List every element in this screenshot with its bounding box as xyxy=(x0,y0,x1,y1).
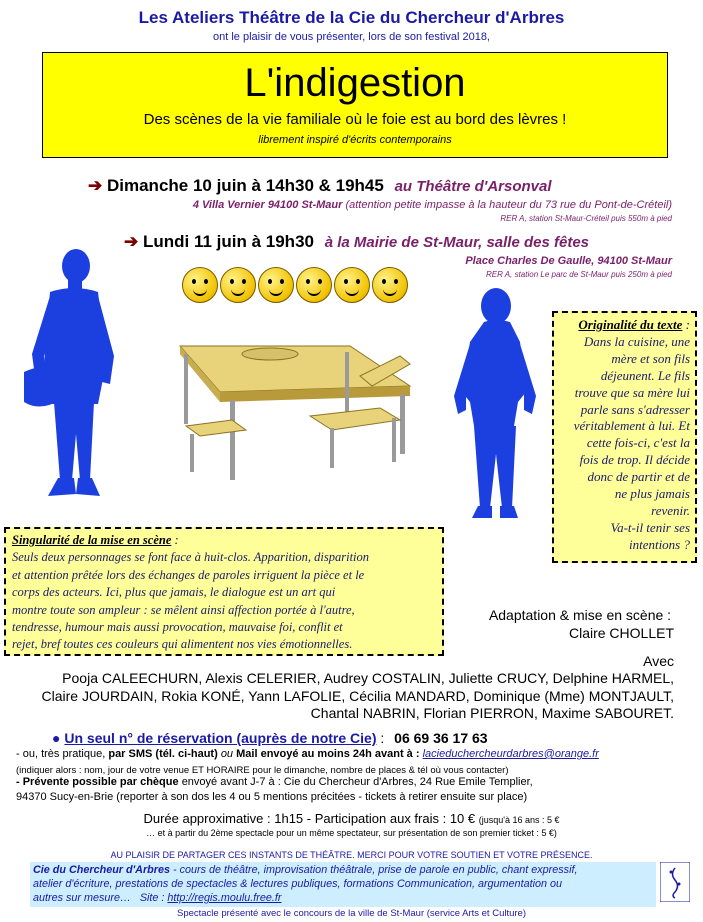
cie-name: Cie du Chercheur d'Arbres xyxy=(33,864,170,876)
event2-rer-label: RER A, xyxy=(485,270,513,279)
reservation-label: Un seul n° de réservation (auprès de notre Cie) xyxy=(64,730,377,746)
company-logo-icon xyxy=(660,862,690,902)
singularity-line: montre toute son ampleur : se mêlent ainsi affection portée à l'autre, xyxy=(12,602,355,617)
event2-venue: à la Mairie de St-Maur, salle des fêtes xyxy=(324,234,589,251)
reservation-phone[interactable]: 06 69 36 17 63 xyxy=(394,730,488,746)
sms-prefix: - ou, très pratique, xyxy=(16,748,106,760)
originality-line: donc de partir et de xyxy=(587,469,690,485)
event1-rer-label: RER A, xyxy=(500,214,527,223)
email-link[interactable]: lacieduchercheurdarbres@orange.fr xyxy=(422,748,599,760)
second-show-note: … et à partir du 2ème spectacle pour un même spectateur, sur présentation de son premier ticket : 5 €) xyxy=(146,828,557,838)
event1-rer-text: station St-Maur-Créteil puis 550m à pied xyxy=(528,214,672,223)
originality-line: ne plus jamais xyxy=(614,486,690,502)
singularity-line: et attention prêtée lors des échanges de paroles irriguent la pièce et le xyxy=(12,567,365,582)
sms-label: par SMS (tél. ci-haut) xyxy=(108,748,218,760)
originality-heading: Originalité du texte xyxy=(578,317,683,332)
table-chairs-image xyxy=(160,296,430,486)
originality-line: déjeunent. Le fils xyxy=(600,367,690,383)
cie-line3: autres sur mesure… xyxy=(33,892,131,904)
man-silhouette-icon xyxy=(14,244,124,514)
originality-colon: : xyxy=(682,317,690,332)
duration-price: Durée approximative : 1h15 - Participation aux frais : 10 € xyxy=(143,811,476,826)
originality-line: mère et son fils xyxy=(611,350,690,366)
play-subtitle: Des scènes de la vie familiale où le foie est au bord des lèvres ! xyxy=(143,111,567,128)
company-heading: Les Ateliers Théâtre de la Cie du Chercheur d'Arbres xyxy=(138,8,565,27)
cast-line: Chantal NABRIN, Florian PIERRON, Maxime SABOURET. xyxy=(310,705,674,721)
originality-line: trouve que sa mère lui xyxy=(574,384,690,400)
cheque-address: envoyé avant J-7 à : Cie du Chercheur d'Arbres, 24 Rue Emile Templier, xyxy=(181,776,533,788)
originality-line: cette fois-ci, c'est la xyxy=(586,435,690,451)
reservation-instructions: (indiquer alors : nom, jour de votre venue ET HORAIRE pour le dimanche, nombre de places & tél où vous contacter) xyxy=(16,765,509,776)
singularity-colon: : xyxy=(171,533,179,547)
cheque-line xyxy=(16,776,690,788)
arrow-right-icon: ➔ xyxy=(124,232,139,251)
originality-box xyxy=(552,311,697,563)
site-label: Site : xyxy=(139,892,165,904)
play-title: L'indigestion xyxy=(244,61,466,105)
bullet-icon: ● xyxy=(52,730,61,746)
cast-line: Claire JOURDAIN, Rokia KONÉ, Yann LAFOLIE, Cécilia MANDARD, Dominique (Mme) MONTJAULT, xyxy=(41,687,674,704)
event2-date: Lundi 11 juin à 19h30 xyxy=(142,232,314,251)
singularity-line: tendresse, humour mais aussi provocation, mauvaise foi, conflit et xyxy=(12,620,343,635)
originality-line: revenir. xyxy=(651,502,690,518)
event2-line xyxy=(124,232,684,252)
event2-rer-text: station Le parc de St-Maur puis 250m à pied xyxy=(514,270,672,279)
event1-note: (attention petite impasse à la hauteur du 73 rue du Pont-de-Créteil) xyxy=(345,199,672,211)
thanks-line: AU PLAISIR DE PARTAGER CES INSTANTS DE THÉÂTRE. MERCI POUR VOTRE SOUTIEN ET VOTRE PRÉSENCE. xyxy=(110,850,593,860)
adaptation-label: Adaptation & mise en scène : xyxy=(488,607,672,623)
play-tagline: librement inspiré d'écrits contemporains xyxy=(258,134,452,146)
mail-label: Mail envoyé au moins 24h avant à : xyxy=(236,748,420,760)
singularity-line: corps des acteurs. Ici, plus que jamais, le dialogue est un art qui xyxy=(12,585,336,600)
sponsor-line: Spectacle présenté avec le concours de la ville de St-Maur (service Arts et Culture) xyxy=(176,908,527,919)
originality-line: Dans la cuisine, une xyxy=(583,333,690,349)
reservation-sms-line xyxy=(16,748,696,760)
reservation-line xyxy=(52,730,692,746)
originality-line: intentions ? xyxy=(628,536,690,552)
reservation-colon: : xyxy=(376,730,385,746)
intro-line: ont le plaisir de vous présenter, lors de son festival 2018, xyxy=(213,31,490,43)
originality-line: Va-t-il tenir ses xyxy=(610,519,690,535)
originality-line: véritablement à lui. Et xyxy=(573,418,690,434)
event1-venue: au Théâtre d'Arsonval xyxy=(394,178,552,195)
arrow-right-icon: ➔ xyxy=(88,176,103,195)
site-link[interactable]: http://regis.moulu.free.fr xyxy=(167,892,282,904)
with-label: Avec xyxy=(643,653,674,669)
event1-address-line xyxy=(40,199,672,211)
singularity-box xyxy=(4,527,444,656)
cast-line: Pooja CALEECHURN, Alexis CELERIER, Audrey COSTALIN, Juliette CRUCY, Delphine HARMEL, xyxy=(62,670,674,686)
woman-silhouette-icon xyxy=(444,286,554,520)
event2-address: Place Charles De Gaulle, 94100 St-Maur xyxy=(465,255,672,267)
cie-line2: atelier d'écriture, prestations de spectacles & lectures publiques, formations Communication, argumentation ou xyxy=(33,878,562,890)
cheque-address-cont: 94370 Sucy-en-Brie (reporter à son dos les 4 ou 5 mentions précitées - tickets à retirer ensuite sur place) xyxy=(16,791,528,803)
pricing-line xyxy=(0,811,703,826)
event1-line xyxy=(88,176,688,196)
event1-date: Dimanche 10 juin à 14h30 & 19h45 xyxy=(106,176,384,195)
age-note: (jusqu'à 16 ans : 5 € xyxy=(478,815,560,825)
singularity-line: rejet, bref toutes ces couleurs qui alimentent nos vies émotionnelles. xyxy=(12,637,353,652)
originality-line: parle sans s'adresser xyxy=(580,401,690,417)
originality-line: fois de trop. Il décide xyxy=(579,452,690,468)
cheque-label: - Prévente possible par chèque xyxy=(16,776,179,788)
cie-desc: - cours de théâtre, improvisation théâtrale, prise de parole en public, chant expressif, xyxy=(169,864,578,876)
singularity-heading: Singularité de la mise en scène xyxy=(12,533,172,547)
cast-list xyxy=(20,670,674,723)
title-box xyxy=(42,52,668,158)
event1-address: 4 Villa Vernier 94100 St-Maur xyxy=(192,199,343,211)
event1-rer xyxy=(300,214,672,223)
director-name: Claire CHOLLET xyxy=(568,625,674,641)
singularity-line: Seuls deux personnages se font face à huit-clos. Apparition, disparition xyxy=(12,550,370,565)
sms-or: ou xyxy=(220,748,234,760)
cie-description xyxy=(33,863,655,905)
